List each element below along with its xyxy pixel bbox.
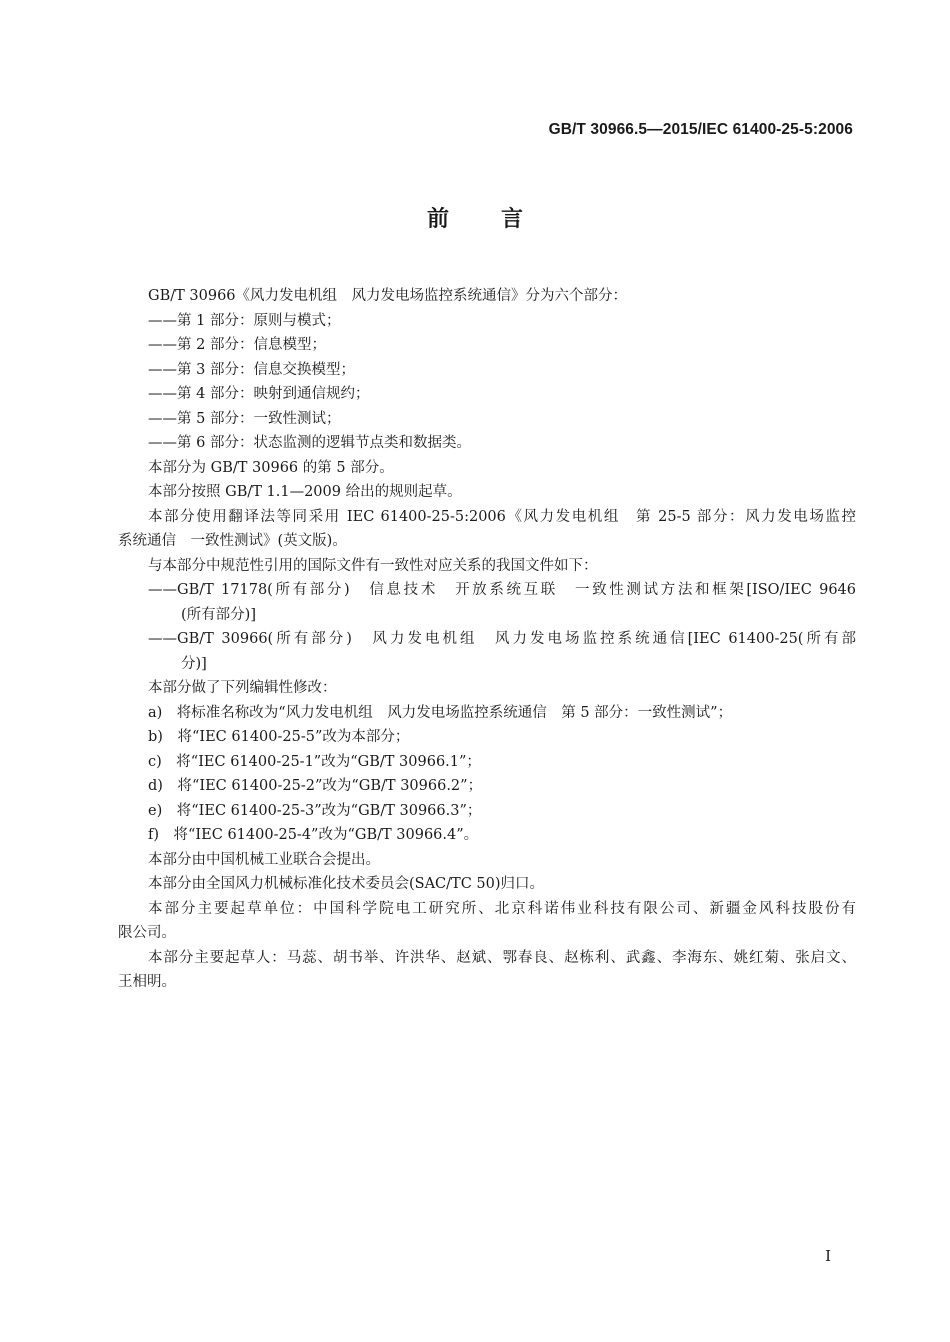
list-item-ref-1-line-2: (所有部分)]: [181, 606, 256, 623]
list-item-change-e: e) 将“IEC 61400-25-3”改为“GB/T 30966.3”；: [148, 802, 482, 819]
list-item-part-6: ——第 6 部分：状态监测的逻辑节点类和数据类。: [148, 435, 471, 451]
list-item-ref-2-line-1: ——GB/T 30966(所有部分) 风力发电机组 风力发电场监控系统通信[IEC 61400-25(所有部: [148, 631, 856, 647]
foreword-body: [118, 284, 856, 995]
paragraph-drafters-line-2: 王相明。: [118, 974, 176, 990]
paragraph-drafting-units-line-1: 本部分主要起草单位：中国科学院电工研究所、北京科诺伟业科技有限公司、新疆金风科技股份有: [148, 900, 856, 917]
list-item-change-c: c) 将“IEC 61400-25-1”改为“GB/T 30966.1”；: [148, 753, 481, 770]
paragraph-normative-refs: 与本部分中规范性引用的国际文件有一致性对应关系的我国文件如下：: [148, 557, 598, 574]
paragraph-translation-line-2: 系统通信 一致性测试》(英文版)。: [118, 533, 347, 549]
paragraph-drafters-line-1: 本部分主要起草人：马蕊、胡书举、许洪华、赵斌、鄂春良、赵栋利、武鑫、李海东、姚红菊、张启文、: [148, 949, 856, 966]
paragraph-drafting-rules: 本部分按照 GB/T 1.1—2009 给出的规则起草。: [148, 484, 462, 500]
paragraph-editorial-changes: 本部分做了下列编辑性修改：: [148, 680, 337, 696]
list-item-part-4: ——第 4 部分：映射到通信规约；: [148, 386, 370, 402]
list-item-part-3: ——第 3 部分：信息交换模型；: [148, 361, 355, 378]
list-item-change-a: a) 将标准名称改为“风力发电机组 风力发电场监控系统通信 第 5 部分：一致性测试”；: [148, 704, 733, 721]
paragraph-translation-line-1: 本部分使用翻译法等同采用 IEC 61400-25-5:2006《风力发电机组 第 25-5 部分：风力发电场监控: [148, 508, 856, 525]
document-code: GB/T 30966.5—2015/IEC 61400-25-5:2006: [548, 121, 853, 138]
list-item-part-1: ——第 1 部分：原则与模式；: [148, 312, 341, 329]
paragraph-proposer: 本部分由中国机械工业联合会提出。: [148, 851, 380, 868]
list-item-ref-1-line-1: ——GB/T 17178(所有部分) 信息技术 开放系统互联 一致性测试方法和框架[ISO/IEC 9646: [148, 582, 856, 598]
list-item-ref-2-line-2: 分)]: [181, 655, 207, 672]
paragraph-committee: 本部分由全国风力机械标准化技术委员会(SAC/TC 50)归口。: [148, 876, 545, 892]
paragraph-drafting-units-line-2: 限公司。: [118, 925, 176, 941]
page-title: 前言: [426, 207, 575, 232]
paragraph-parts-intro: GB/T 30966《风力发电机组 风力发电场监控系统通信》分为六个部分：: [148, 288, 628, 304]
page-number: I: [825, 1247, 831, 1265]
list-item-part-2: ——第 2 部分：信息模型；: [148, 337, 326, 353]
list-item-change-d: d) 将“IEC 61400-25-2”改为“GB/T 30966.2”；: [148, 778, 483, 794]
paragraph-part-number: 本部分为 GB/T 30966 的第 5 部分。: [148, 459, 394, 476]
list-item-change-f: f) 将“IEC 61400-25-4”改为“GB/T 30966.4”。: [148, 827, 479, 843]
list-item-part-5: ——第 5 部分：一致性测试；: [148, 410, 341, 427]
list-item-change-b: b) 将“IEC 61400-25-5”改为本部分；: [148, 729, 410, 745]
